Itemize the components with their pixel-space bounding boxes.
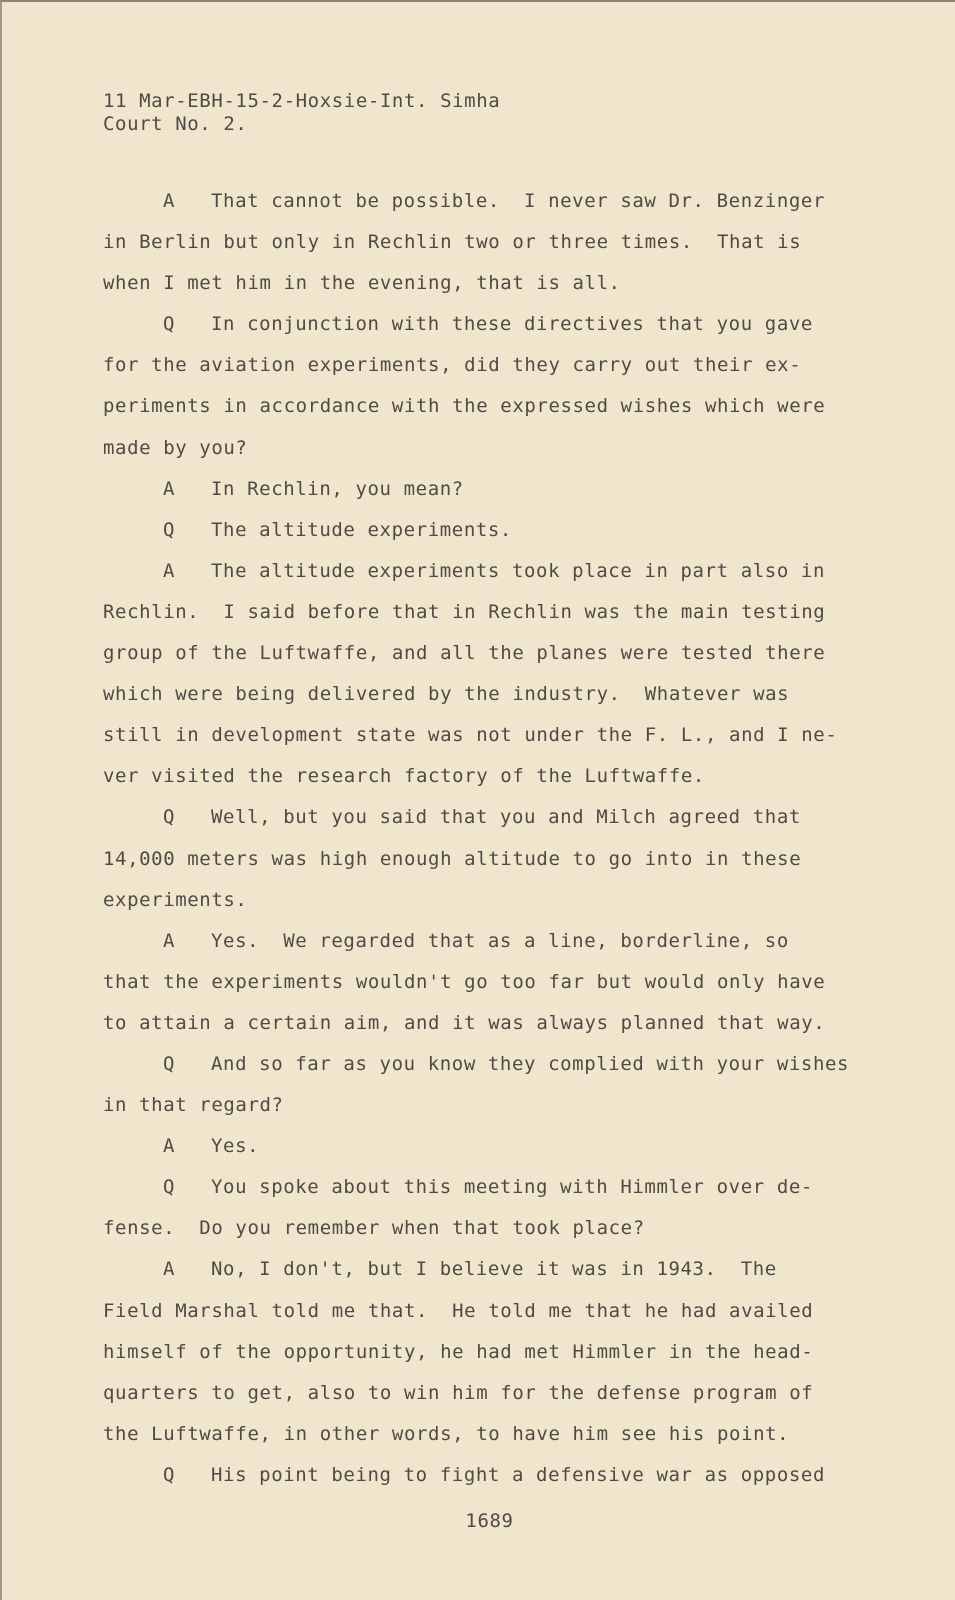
line-text: In Rechlin, you mean? [211, 477, 464, 500]
line-text: ver visited the research factory of the Luftwaffe. [103, 765, 705, 788]
line-text: for the aviation experiments, did they carry out their ex- [103, 354, 802, 377]
transcript-line [103, 761, 893, 802]
transcript-line [103, 1213, 893, 1254]
transcript-line-answer [103, 1131, 893, 1172]
line-text: group of the Luftwaffe, and all the planes were tested there [103, 642, 826, 665]
transcript-line [103, 391, 893, 432]
line-text: in that regard? [103, 1094, 284, 1117]
line-text: And so far as you know they complied with your wishes [211, 1052, 850, 1075]
transcript-line-answer [103, 474, 893, 515]
line-text: in Berlin but only in Rechlin two or three times. That is [103, 231, 802, 254]
line-text: That cannot be possible. I never saw Dr. Benzinger [211, 190, 825, 212]
transcript-line [103, 227, 893, 268]
line-text: His point being to fight a defensive war as opposed [211, 1463, 825, 1486]
transcript-line [103, 433, 893, 474]
line-text: Field Marshal told me that. He told me that he had availed [103, 1299, 814, 1322]
transcript-line [103, 1008, 893, 1049]
transcript-line [103, 1296, 893, 1337]
header-reference-line: 11 Mar-EBH-15-2-Hoxsie-Int. Simha [103, 90, 501, 112]
transcript-line-answer [103, 926, 893, 967]
line-text: periments in accordance with the expressed wishes which were [103, 395, 826, 418]
transcript-line [103, 679, 893, 720]
page-number: 1689 [465, 1510, 514, 1532]
line-text: The altitude experiments took place in part also in [211, 559, 825, 582]
line-text: still in development state was not under the F. L., and I ne- [103, 724, 838, 747]
line-text: to attain a certain aim, and it was always planned that way. [103, 1011, 826, 1034]
line-text: Well, but you said that you and Milch agreed that [211, 806, 801, 829]
transcript-line [103, 967, 893, 1008]
speaker-label: A [163, 477, 176, 500]
line-text: Yes. We regarded that as a line, borderline, so [211, 929, 789, 952]
line-text: 14,000 meters was high enough altitude to go into in these [103, 847, 802, 870]
speaker-label: Q [163, 806, 176, 829]
transcript-line [103, 268, 893, 309]
speaker-label: Q [163, 313, 176, 336]
transcript-line [103, 720, 893, 761]
speaker-label: Q [163, 1176, 176, 1199]
transcript-line [103, 1090, 893, 1131]
line-text: the Luftwaffe, in other words, to have him see his point. [103, 1422, 790, 1445]
line-text: made by you? [103, 436, 248, 459]
line-text: experiments. [103, 888, 248, 911]
transcript-line [103, 844, 893, 885]
speaker-label: A [163, 190, 176, 212]
transcript-line-question [103, 1460, 893, 1501]
line-text: himself of the opportunity, he had met Himmler in the head- [103, 1340, 814, 1363]
line-text: You spoke about this meeting with Himmler over de- [211, 1176, 813, 1199]
line-text: The altitude experiments. [211, 518, 512, 541]
transcript-line-question [103, 1049, 893, 1090]
transcript-body [103, 186, 893, 1501]
speaker-label: A [163, 929, 176, 952]
speaker-label: Q [163, 1052, 176, 1075]
document-header [103, 90, 500, 136]
transcript-line-question [103, 1172, 893, 1213]
transcript-line-answer [103, 556, 893, 597]
transcript-line-question [103, 802, 893, 843]
transcript-line [103, 1419, 893, 1460]
line-text: fense. Do you remember when that took place? [103, 1217, 645, 1240]
transcript-line [103, 638, 893, 679]
transcript-line [103, 350, 893, 391]
transcript-line-question [103, 309, 893, 350]
line-text: quarters to get, also to win him for the defense program of [103, 1381, 814, 1404]
speaker-label: A [163, 559, 176, 582]
header-court-line: Court No. 2. [103, 113, 248, 135]
line-text: which were being delivered by the industry. Whatever was [103, 683, 790, 706]
line-text: that the experiments wouldn't go too far but would only have [103, 970, 826, 993]
line-text: In conjunction with these directives that you gave [211, 313, 813, 336]
transcript-line [103, 1378, 893, 1419]
transcript-line-answer [103, 186, 893, 227]
line-text: No, I don't, but I believe it was in 1943. The [211, 1258, 777, 1281]
transcript-line-question [103, 515, 893, 556]
transcript-line [103, 1337, 893, 1378]
speaker-label: Q [163, 1463, 176, 1486]
transcript-line-answer [103, 1254, 893, 1295]
speaker-label: Q [163, 518, 176, 541]
transcript-line [103, 597, 893, 638]
line-text: when I met him in the evening, that is all. [103, 272, 621, 295]
line-text: Yes. [211, 1135, 260, 1158]
speaker-label: A [163, 1258, 176, 1281]
transcript-line [103, 885, 893, 926]
line-text: Rechlin. I said before that in Rechlin was the main testing [103, 600, 826, 623]
speaker-label: A [163, 1135, 176, 1158]
